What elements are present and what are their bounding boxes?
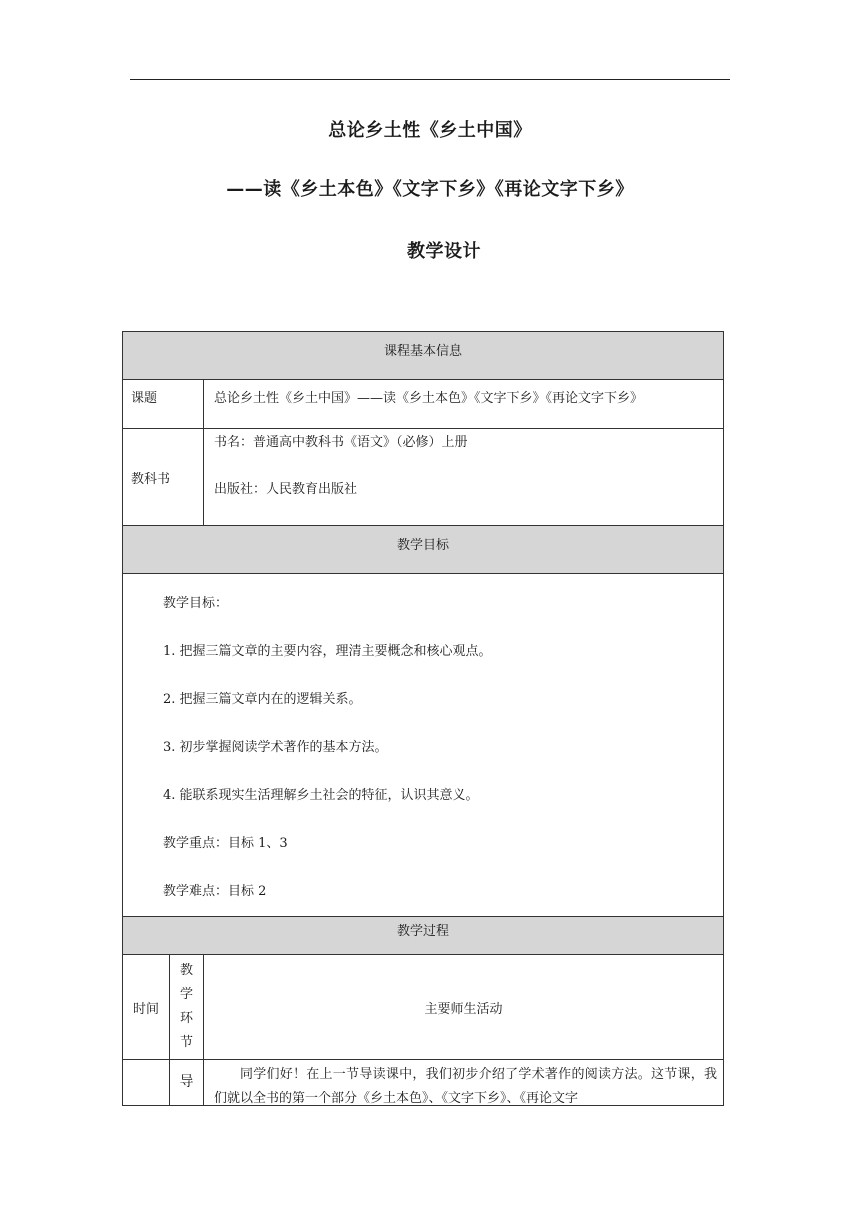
goals-header (123, 526, 724, 574)
page-title: 总论乡土性《乡土中国》 (328, 120, 532, 141)
goals-header-row (123, 526, 724, 574)
goals-cell (123, 574, 724, 917)
page-subtitle: ——读《乡土本色》《文字下乡》《再论文字下乡》 (226, 179, 634, 200)
goal-item: 4. 能联系现实生活理解乡土社会的特征，认识其意义。 (163, 788, 479, 803)
stage-column-char: 环 (179, 1011, 193, 1026)
basic-info-header-row (123, 332, 724, 380)
goal-item: 2. 把握三篇文章内在的逻辑关系。 (163, 692, 362, 707)
textbook-name: 书名：普通高中教科书《语文》（必修）上册 (214, 435, 468, 450)
textbook-publisher: 出版社：人民教育出版社 (214, 482, 358, 497)
process-stage: 导 (179, 1074, 194, 1090)
stage-column-char: 节 (179, 1035, 193, 1050)
key-points: 教学重点：目标 1、3 (163, 836, 288, 851)
topic-label: 课题 (131, 390, 158, 406)
stage-column-char: 学 (179, 987, 193, 1002)
page-doc-type: 教学设计 (407, 241, 481, 262)
goal-item: 3. 初步掌握阅读学术著作的基本方法。 (163, 740, 388, 755)
activity-column-label: 主要师生活动 (424, 1001, 503, 1017)
lesson-plan-table (122, 331, 724, 1106)
process-stage-cell (170, 1060, 204, 1106)
stage-column-char: 教 (179, 963, 193, 978)
textbook-value-cell (204, 429, 724, 526)
time-column-label: 时间 (132, 1001, 159, 1017)
textbook-row (123, 429, 724, 526)
process-header-label: 教学过程 (397, 924, 450, 939)
difficulties: 教学难点：目标 2 (163, 884, 267, 899)
topic-value: 总论乡土性《乡土中国》——读《乡土本色》《文字下乡》《再论文字下乡》 (214, 390, 644, 406)
topic-label-cell (123, 380, 204, 429)
process-header-row (123, 917, 724, 955)
textbook-label: 教科书 (131, 471, 171, 487)
activity-column-header (204, 955, 724, 1060)
basic-info-header-label: 课程基本信息 (384, 344, 463, 359)
stage-column-header (170, 955, 204, 1060)
goals-intro: 教学目标： (163, 596, 229, 611)
goal-item: 1. 把握三篇文章的主要内容，理清主要概念和核心观点。 (163, 644, 492, 659)
process-row (123, 1060, 724, 1106)
header-rule (130, 79, 730, 80)
goals-row (123, 574, 724, 917)
goals-header-label: 教学目标 (397, 538, 450, 553)
process-header (123, 917, 724, 955)
textbook-label-cell (123, 429, 204, 526)
time-column-header (123, 955, 170, 1060)
process-activity-cell (204, 1060, 724, 1106)
basic-info-header (123, 332, 724, 380)
process-time-cell (123, 1060, 170, 1106)
process-columns-row (123, 955, 724, 1060)
process-activity-text: 同学们好！在上一节导读课中，我们初步介绍了学术著作的阅读方法。这节课，我们就以全书的第一个部分《乡土本色》、《文字下乡》、《再论文字 (214, 1067, 718, 1105)
